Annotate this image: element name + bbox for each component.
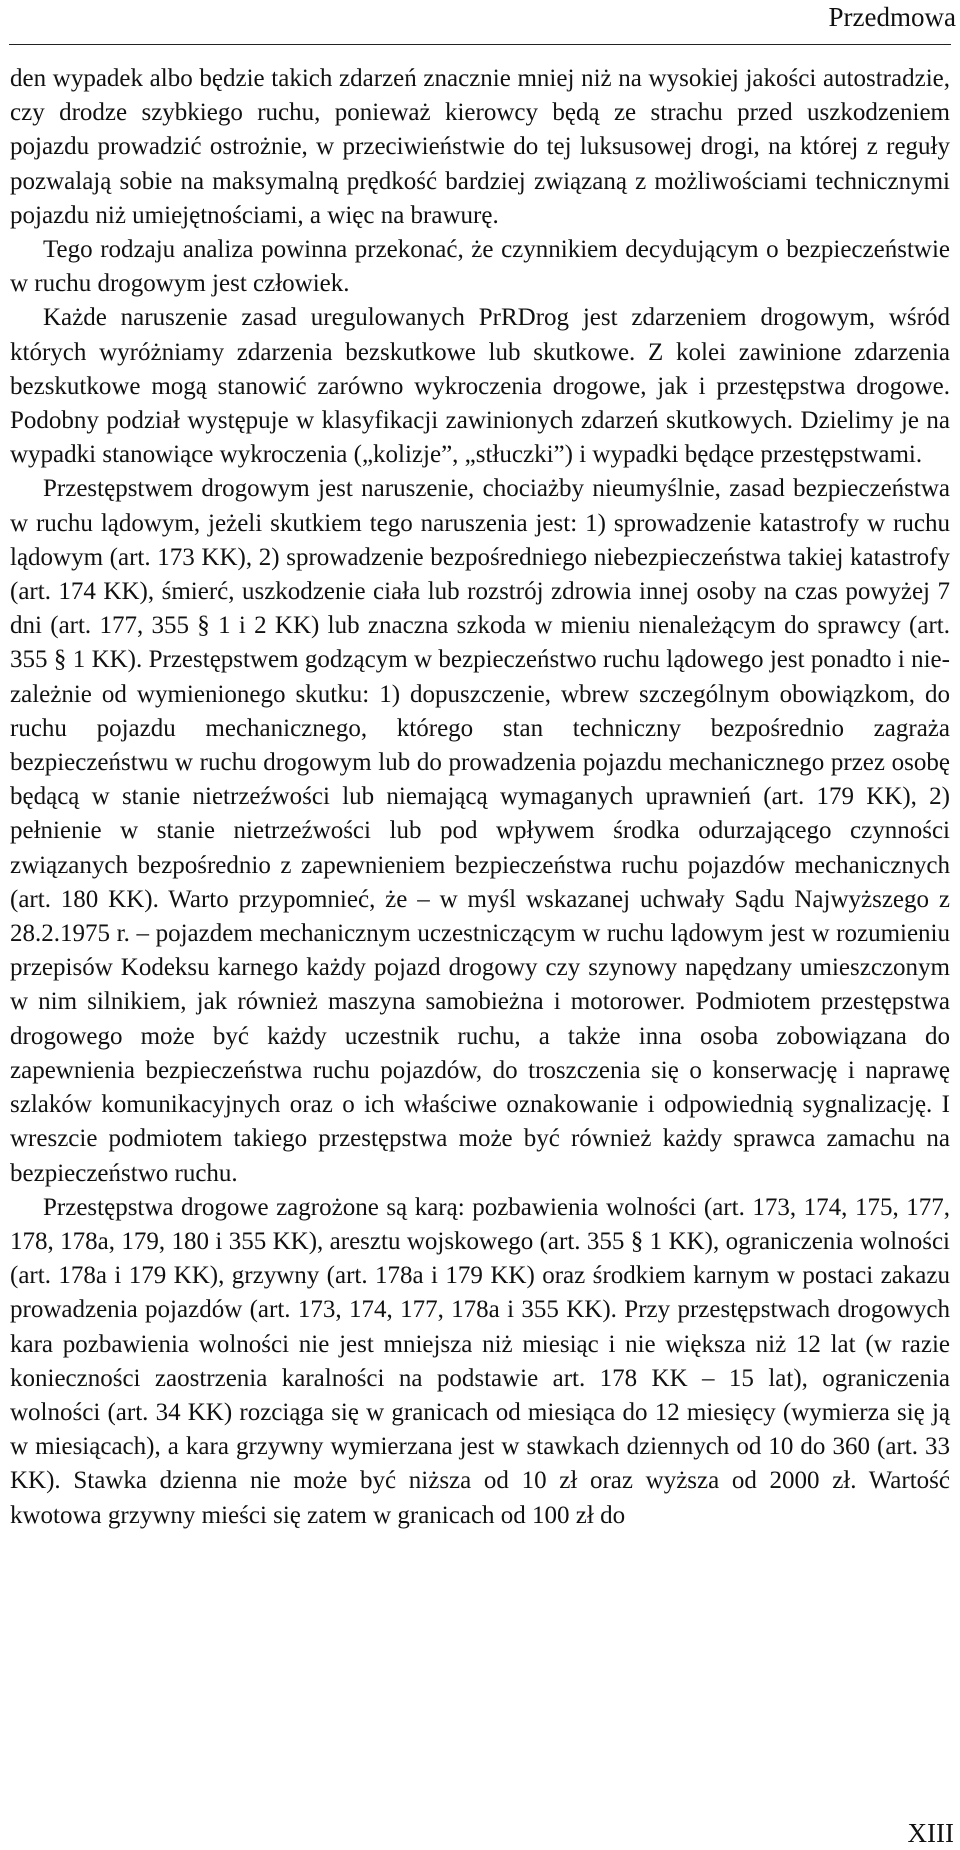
page-number: XIII [907, 1818, 954, 1848]
paragraph: Tego rodzaju analiza powinna przekonać, że czynnikiem decydującym o bezpieczeństwie w ruchu drogowym jest człowiek. [10, 236, 950, 298]
body-text [10, 62, 950, 1533]
running-header: Przedmowa [828, 2, 956, 32]
paragraph: Przestępstwa drogowe zagrożone są karą: pozbawienia wolności (art. 173, 174, 175, 177, 178, 178a, 179, 180 i 355 KK), aresztu wojskowego (art. 355 § 1 KK), ograniczenia wolności (art. 178a i 179 KK), grzywny (art. 178a i 179 KK) oraz środkiem karnym w postaci zakazu prowadzenia pojazdów (art. 173, 174, 177, 178a i 355 KK). Przy przestępstwach drogowych kara pozbawienia wolności nie jest mniejsza niż miesiąc i nie większa niż 12 lat (w razie konieczności zaostrzenia karalności na podstawie art. 178 KK – 15 lat), ograniczenia wolności (art. 34 KK) rozciąga się w granicach od miesiąca do 12 miesięcy (wymierza się ją w miesiącach), a kara grzywny wymierzana jest w stawkach dziennych od 10 do 360 (art. 33 KK). Stawka dzienna nie może być niższa od 10 zł oraz wyższa od 2000 zł. Wartość kwotowa grzywny mieści się zatem w granicach od 100 zł do [10, 1193, 950, 1529]
header-rule [9, 44, 951, 45]
paragraph: Przestępstwem drogowym jest naruszenie, chociażby nieumyślnie, zasad bezpieczeństwa w ruchu lądowym, jeżeli skutkiem tego naruszenia jest: 1) sprowadzenie katastrofy w ruchu lądowym (art. 173 KK), 2) sprowadzenie bezpośredniego niebezpieczeństwa takiej katastrofy (art. 174 KK), śmierć, uszkodzenie ciała lub rozstrój zdrowia innej osoby na czas powyżej 7 dni (art. 177, 355 § 1 i 2 KK) lub znaczna szkoda w mieniu nienależącym do sprawcy (art. 355 § 1 KK). Przestępstwem godzącym w bezpieczeństwo ruchu lądowego jest ponadto i niezależnie od wymienionego skutku: 1) dopuszczenie, wbrew szczególnym obowiązkom, do ruchu pojazdu mechanicznego, którego stan techniczny bezpośrednio zagraża bezpieczeństwu w ruchu drogowym lub do prowadzenia pojazdu mechanicznego przez osobę będącą w stanie nietrzeźwości lub niemającą wymaganych uprawnień (art. 179 KK), 2) pełnienie w stanie nietrzeźwości lub pod wpływem środka odurzającego czynności związanych bezpośrednio z zapewnieniem bezpieczeństwa ruchu pojazdów mechanicznych (art. 180 KK). Warto przypomnieć, że – w myśl wskazanej uchwały Sądu Najwyższego z 28.2.1975 r. – pojazdem mechanicznym uczestniczącym w ruchu lądowym jest w rozumieniu przepisów Kodeksu karnego każdy pojazd drogowy czy szynowy napędzany umieszczonym w nim silnikiem, jak również maszyna samobieżna i motorower. Podmiotem przestępstwa drogowego może być każdy uczestnik ruchu, a także inna osoba zobowiązana do zapewnienia bezpieczeństwa ruchu pojazdów, do troszczenia się o konserwację i naprawę szlaków komunikacyjnych oraz o ich właściwe oznakowanie i odpowiednią sygnalizację. I wreszcie podmiotem takiego przestępstwa może być również każdy sprawca zamachu na bezpieczeństwo ruchu. [10, 475, 950, 1187]
paragraph: Każde naruszenie zasad uregulowanych PrRDrog jest zdarzeniem drogowym, wśród których wyróżniamy zdarzenia bezskutkowe lub skutkowe. Z kolei zawinione zdarzenia bezskutkowe mogą stanowić zarówno wykroczenia drogowe, jak i przestępstwa drogowe. Podobny podział występuje w klasyfikacji zawinionych zdarzeń skutkowych. Dzielimy je na wypadki stanowiące wykroczenia („kolizje”, „stłuczki”) i wypadki będące przestępstwami. [10, 304, 950, 469]
paragraph: den wypadek albo będzie takich zdarzeń znacznie mniej niż na wysokiej jakości autostradzie, czy drodze szybkiego ruchu, ponieważ kierowcy będą ze strachu przed uszkodzeniem pojazdu prowadzić ostrożnie, w przeciwieństwie do tej luksusowej drogi, na której z reguły pozwalają sobie na maksymalną prędkość bardziej związaną z możliwościami technicznymi pojazdu niż umiejętnościami, a więc na brawurę. [10, 65, 950, 229]
